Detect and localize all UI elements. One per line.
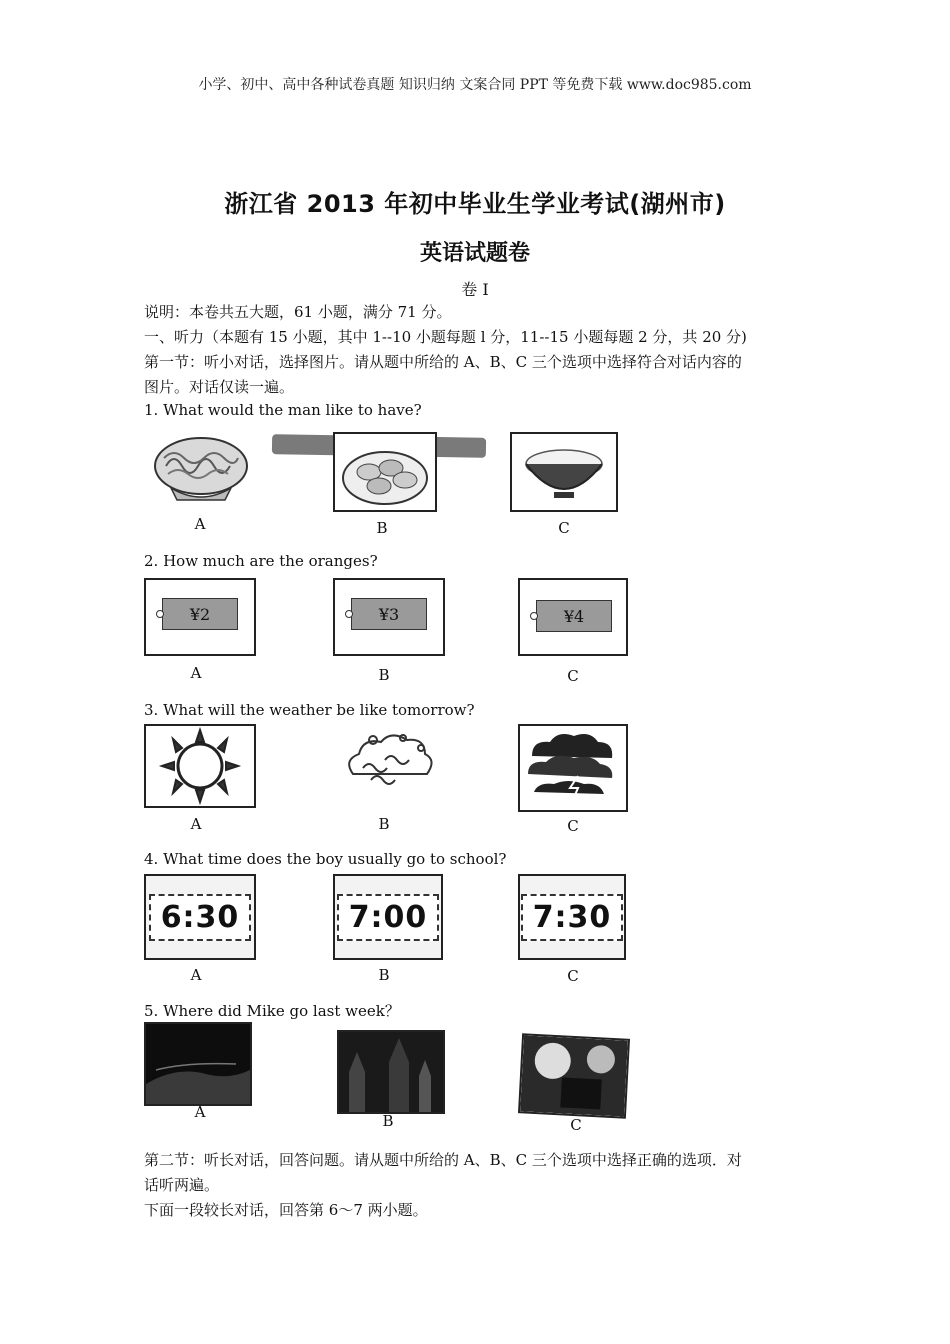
clock-a-time: 6:30 <box>149 894 252 941</box>
part2-line3: 下面一段较长对话，回答第 6～7 两小题。 <box>144 1201 428 1219</box>
q2-option-c[interactable]: C <box>567 667 579 685</box>
clock-b-time: 7:00 <box>337 894 440 941</box>
q5-option-a[interactable]: A <box>194 1103 206 1121</box>
price-tag-b <box>333 578 445 656</box>
dumplings-icon <box>333 432 437 512</box>
exam-subtitle: 英语试题卷 <box>419 241 530 266</box>
exam-title: 浙江省 2013 年初中毕业生学业考试(湖州市) <box>224 190 726 218</box>
clock-a <box>144 874 256 960</box>
storm-cloud-icon <box>518 724 628 812</box>
price-tag-b-text: ¥3 <box>351 598 427 630</box>
part2-line2: 话听两遍。 <box>144 1176 220 1194</box>
volume-label: 卷 I <box>461 280 489 299</box>
night-river-photo <box>144 1022 252 1106</box>
rice-icon <box>510 432 618 512</box>
price-tag-c <box>518 578 628 656</box>
q4-option-b[interactable]: B <box>378 966 390 984</box>
q3-option-c[interactable]: C <box>567 817 579 835</box>
question-5: 5. Where did Mike go last week？ <box>144 1002 400 1020</box>
part1-line2: 图片。对话仅读一遍。 <box>144 378 295 396</box>
q1-option-a[interactable]: A <box>194 515 206 533</box>
part2-line1: 第二节：听长对话，回答问题。请从题中所给的 A、B、C 三个选项中选择正确的选项．对 <box>144 1151 742 1169</box>
price-tag-a-text: ¥2 <box>162 598 238 630</box>
q5-option-b[interactable]: B <box>382 1112 394 1130</box>
question-3: 3. What will the weather be like tomorrow? <box>144 701 475 719</box>
clock-b <box>333 874 443 960</box>
question-2: 2. How much are the oranges? <box>144 552 378 570</box>
part1-line1: 第一节：听小对话，选择图片。请从题中所给的 A、B、C 三个选项中选择符合对话内容的 <box>144 353 742 371</box>
park-photo <box>518 1033 630 1119</box>
q2-option-b[interactable]: B <box>378 666 390 684</box>
price-tag-a <box>144 578 256 656</box>
q1-option-c[interactable]: C <box>558 519 570 537</box>
question-1: 1. What would the man like to have? <box>144 401 422 419</box>
noodles-icon <box>146 428 256 508</box>
instructions: 说明：本卷共五大题，61 小题，满分 71 分。 <box>144 303 452 321</box>
question-4: 4. What time does the boy usually go to school? <box>144 850 507 868</box>
q3-option-b[interactable]: B <box>378 815 390 833</box>
q5-option-c[interactable]: C <box>570 1116 582 1134</box>
q4-option-c[interactable]: C <box>567 967 579 985</box>
q3-option-a[interactable]: A <box>190 815 202 833</box>
sun-icon <box>144 724 256 808</box>
dark-forest-photo <box>337 1030 445 1114</box>
q4-option-a[interactable]: A <box>190 966 202 984</box>
tag-hole-icon <box>345 610 353 618</box>
price-tag-c-text: ¥4 <box>536 600 612 632</box>
tag-hole-icon <box>156 610 164 618</box>
clock-c-time: 7:30 <box>521 894 624 941</box>
q1-option-b[interactable]: B <box>376 519 388 537</box>
section-listening: 一、听力（本题有 15 小题，其中 1--10 小题每题 l 分，11--15 小题每题 2 分，共 20 分) <box>144 328 747 346</box>
tag-hole-icon <box>530 612 538 620</box>
windy-cloud-icon <box>333 724 443 804</box>
site-header: 小学、初中、高中各种试卷真题 知识归纳 文案合同 PPT 等免费下载 www.doc985.com <box>198 77 752 93</box>
clock-c <box>518 874 626 960</box>
q2-option-a[interactable]: A <box>190 664 202 682</box>
